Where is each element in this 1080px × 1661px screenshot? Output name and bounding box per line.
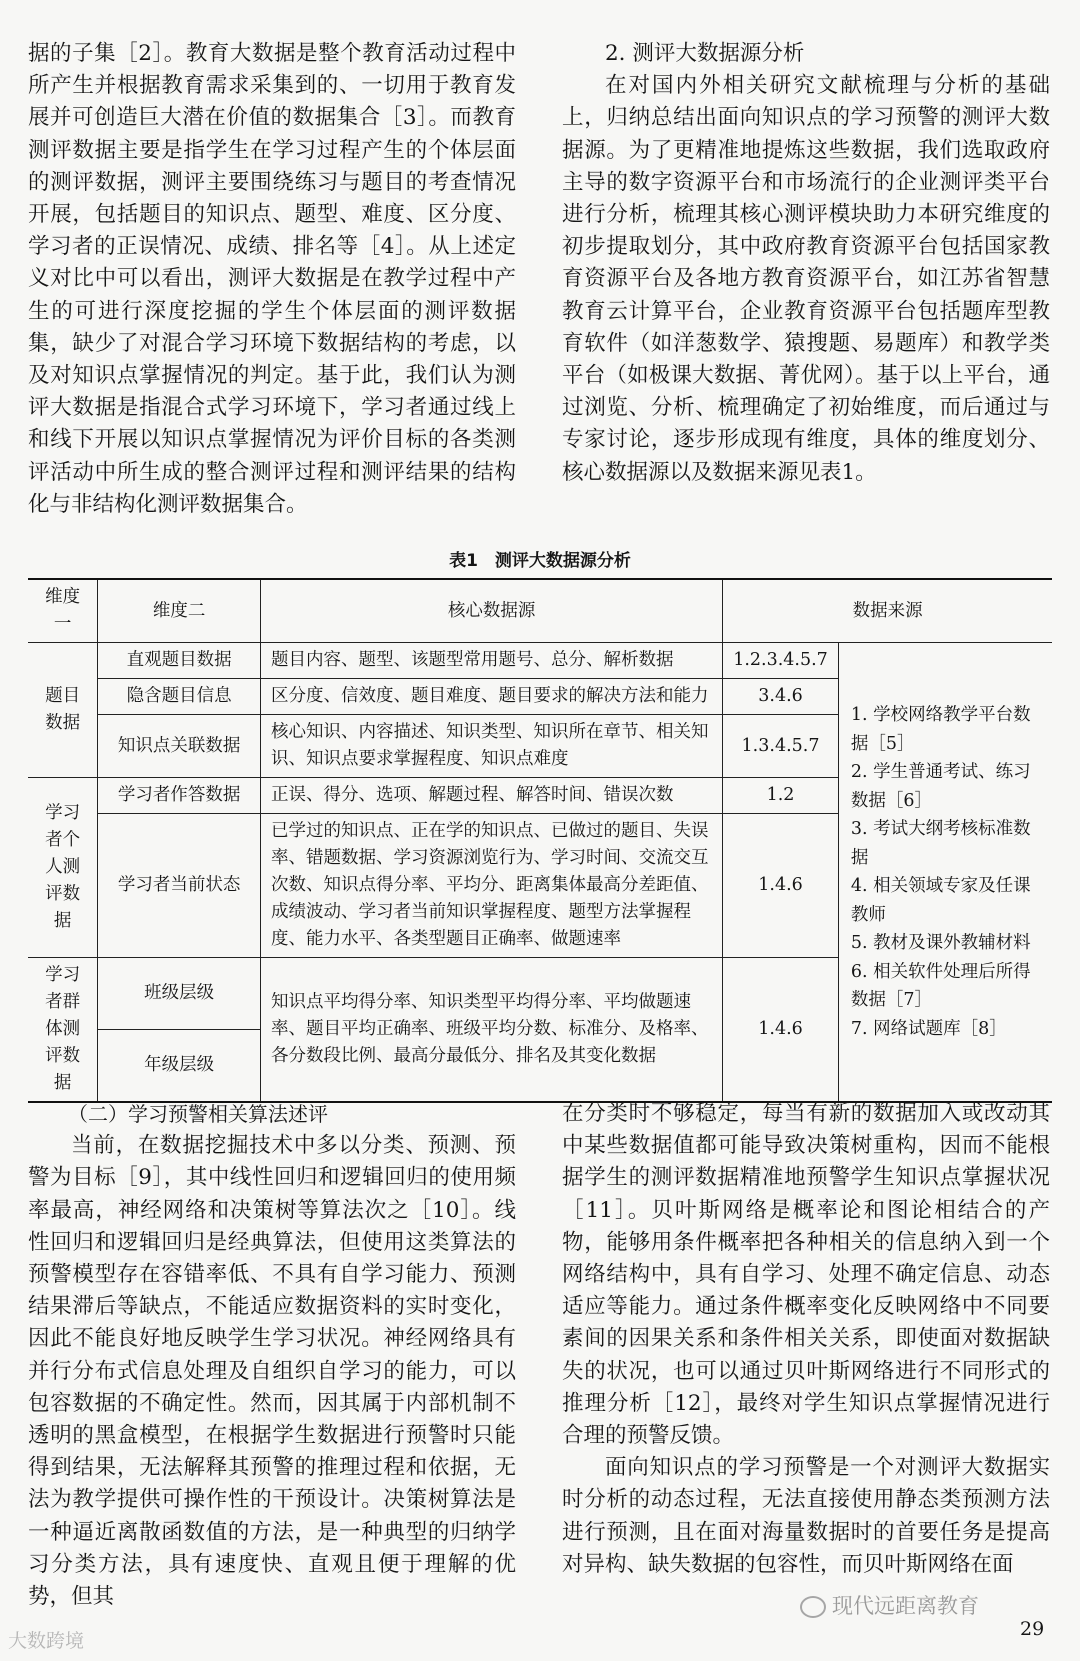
header-dim2: 维度二 [98, 579, 261, 643]
core-cell: 知识点平均得分率、知识类型平均得分率、平均做题速率、题目平均正确率、班级平均分数、标准分、及格率、各分数段比例、最高分最低分、排名及其变化数据 [261, 958, 723, 1103]
source-item: 5. 教材及课外教辅材料 [850, 933, 1031, 953]
header-source: 数据来源 [723, 579, 1052, 643]
watermark-left-text: 大数跨境 [8, 1630, 85, 1652]
paragraph: 当前，在数据挖掘技术中多以分类、预测、预警为目标［9］，其中线性回归和逻辑回归的使用频率最高，神经网络和决策树等算法次之［10］。线性回归和逻辑回归是经典算法，但使用这类算法的预警模型存在容错率低、不具有自学习能力、预测结果滞后等缺点，不能适应数据资料的实时变化，因此不能良好地反映学生学习状况。神经网络具有并行分布式信息处理及自组织自学习的能力，可以包容数据的不确定性。然而，因其属于内部机制不透明的黑盒模型，在根据学生数据进行预警时只能得到结果，无法解释其预警的推理过程和依据，无法为教学提供可操作性的干预设计。决策树算法是一种逼近离散函数值的方法，是一种典型的归纳学习分类方法，具有速度快、直观且便于理解的优势，但其 [28, 1133, 516, 1610]
core-cell: 核心知识、内容描述、知识类型、知识所在章节、相关知识、知识点要求掌握程度、知识点难度 [261, 715, 723, 778]
paragraph: 在分类时不够稳定，每当有新的数据加入或改动其中某些数据值都可能导致决策树重构，因而不能根据学生的测评数据精准地预警学生知识点掌握状况［11］。贝叶斯网络是概率论和图论相结合的产物，能够用条件概率把各种相关的信息纳入到一个网络结构中，具有自学习、处理不确定信息、动态适应等能力。通过条件概率变化反映网络中不同要素间的因果关系和条件相关关系，即使面对数据缺失的状况，也可以通过贝叶斯网络进行不同形式的推理分析［12］，最终对学生知识点掌握情况进行合理的预警反馈。 [562, 1101, 1050, 1449]
wechat-icon [800, 1596, 826, 1618]
watermark-right [800, 1590, 979, 1620]
core-cell: 区分度、信效度、题目难度、题目要求的解决方法和能力 [261, 679, 723, 715]
core-cell: 题目内容、题型、该题型常用题号、总分、解析数据 [261, 643, 723, 679]
core-cell: 已学过的知识点、正在学的知识点、已做过的题目、失误率、错题数据、学习资源浏览行为、学习时间、交流交互次数、知识点得分率、平均分、距离集体最高分差距值、成绩波动、学习者当前知识掌握程度、题型方法掌握程度、能力水平、各类型题目正确率、做题速率 [261, 814, 723, 958]
data-source-table [28, 578, 1052, 1103]
paragraph: 据的子集［2］。教育大数据是整个教育活动过程中所产生并根据教育需求采集到的、一切用于教育发展并可创造巨大潜在价值的数据集合［3］。而教育测评数据主要是指学生在学习过程产生的个体层面的测评数据，测评主要围绕练习与题目的考查情况开展，包括题目的知识点、题型、难度、区分度、学习者的正误情况、成绩、排名等［4］。从上述定义对比中可以看出，测评大数据是在教学过程中产生的可进行深度挖掘的学生个体层面的测评数据集，缺少了对混合学习环境下数据结构的考虑，以及对知识点掌握情况的判定。基于此，我们认为测评大数据是指混合式学习环境下，学习者通过线上和线下开展以知识点掌握情况为评价目标的各类测评活动中所生成的整合测评过程和测评结果的结构化与非结构化测评数据集合。 [28, 41, 516, 517]
source-code-cell: 1.4.6 [723, 958, 839, 1103]
dim2-cell: 年级层级 [98, 1029, 261, 1102]
section-heading: （二）学习预警相关算法述评 [68, 1102, 328, 1126]
dim2-cell: 隐含题目信息 [98, 679, 261, 715]
dim2-cell: 学习者当前状态 [98, 814, 261, 958]
dim1-cell: 题目数据 [28, 643, 98, 778]
dim2-cell: 学习者作答数据 [98, 778, 261, 814]
watermark-left [8, 1626, 84, 1653]
source-item: 6. 相关软件处理后所得数据［7］ [850, 961, 1031, 1010]
paragraph: 在对国内外相关研究文献梳理与分析的基础上，归纳总结出面向知识点的学习预警的测评大数据源。为了更精准地提炼这些数据，我们选取政府主导的数字资源平台和市场流行的企业测评类平台进行分析，梳理其核心测评模块助力本研究维度的初步提取划分，其中政府教育资源平台包括国家教育资源平台及各地方教育资源平台，如江苏省智慧教育云计算平台，企业教育资源平台包括题库型教育软件（如洋葱数学、猿搜题、易题库）和教学类平台（如极课大数据、菁优网）。基于以上平台，通过浏览、分析、梳理确定了初始维度，而后通过与专家讨论，逐步形成现有维度，具体的维度划分、核心数据源以及数据来源见表1。 [562, 73, 1050, 485]
table-caption: 表1 测评大数据源分析 [449, 551, 631, 571]
source-code-cell: 3.4.6 [723, 679, 839, 715]
top-left-column [28, 38, 516, 521]
dim1-cell: 学习者个人测评数据 [28, 778, 98, 958]
table-row [28, 643, 1052, 679]
bottom-right-column [562, 1098, 1050, 1581]
bottom-left-column [28, 1098, 516, 1613]
source-code-cell: 1.3.4.5.7 [723, 715, 839, 778]
dim2-cell: 班级层级 [98, 958, 261, 1030]
source-list-cell [838, 643, 1052, 1103]
header-core: 核心数据源 [261, 579, 723, 643]
section-heading: 2. 测评大数据源分析 [605, 41, 805, 66]
source-item: 2. 学生普通考试、练习数据［6］ [850, 762, 1031, 811]
page-number: 29 [1020, 1618, 1045, 1640]
source-item: 7. 网络试题库［8］ [850, 1018, 1007, 1039]
paragraph: 面向知识点的学习预警是一个对测评大数据实时分析的动态过程，无法直接使用静态类预测方法进行预测，且在面对海量数据时的首要任务是提高对异构、缺失数据的包容性，而贝叶斯网络在面 [562, 1455, 1050, 1577]
source-code-cell: 1.2 [723, 778, 839, 814]
source-item: 1. 学校网络教学平台数据［5］ [850, 705, 1031, 754]
top-right-column [562, 38, 1050, 489]
source-code-cell: 1.2.3.4.5.7 [723, 643, 839, 679]
watermark-right-text: 现代远距离教育 [832, 1594, 979, 1618]
source-item: 4. 相关领域专家及任课教师 [850, 876, 1031, 925]
source-code-cell: 1.4.6 [723, 814, 839, 958]
dim1-cell: 学习者群体测评数据 [28, 958, 98, 1103]
dim2-cell: 直观题目数据 [98, 643, 261, 679]
dim2-cell: 知识点关联数据 [98, 715, 261, 778]
source-item: 3. 考试大纲考核标准数据 [850, 819, 1031, 868]
table-header-row [28, 579, 1052, 643]
header-dim1: 维度一 [28, 579, 98, 643]
core-cell: 正误、得分、选项、解题过程、解答时间、错误次数 [261, 778, 723, 814]
